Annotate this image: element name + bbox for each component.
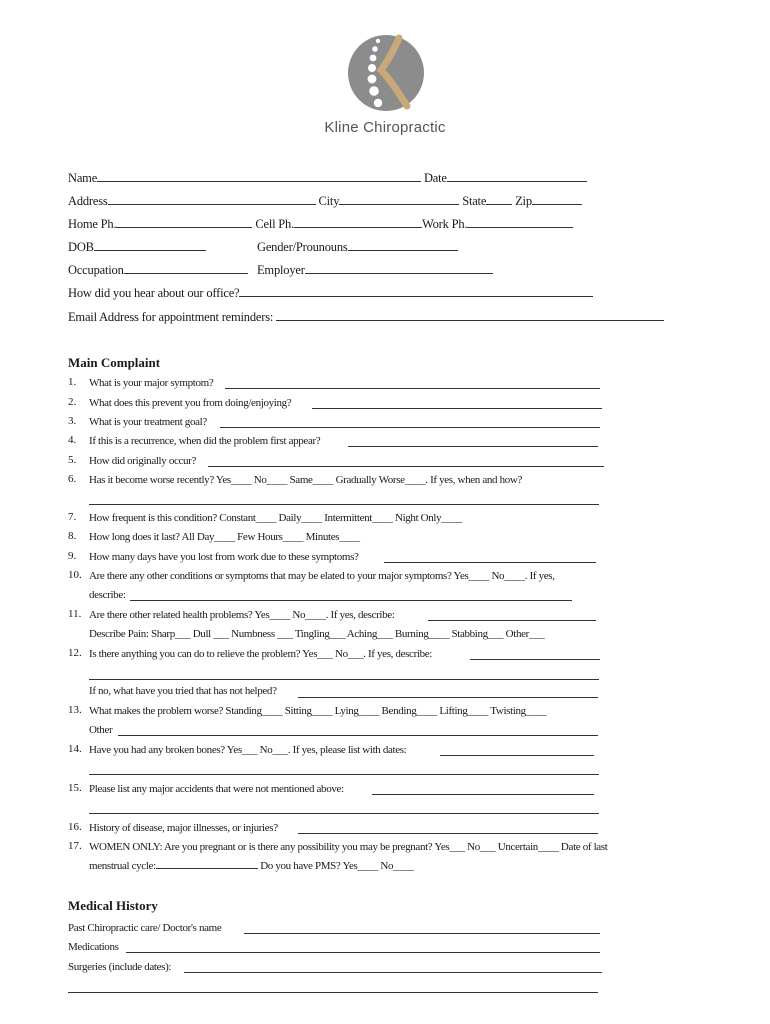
home-ph-label: Home Ph. <box>68 217 117 231</box>
city-field[interactable] <box>339 193 459 205</box>
q9-answer-line[interactable] <box>384 562 596 563</box>
main-complaint-heading: Main Complaint <box>68 355 161 370</box>
q2-text: What does this prevent you from doing/enjoying? <box>89 397 292 409</box>
q13-other: Other <box>89 724 113 736</box>
state-label: State <box>462 194 487 208</box>
surgeries-line-2[interactable] <box>68 992 598 993</box>
q11-describe-pain: Describe Pain: Sharp___ Dull ___ Numbness ___ Tingling___ Aching___ Burning____ Stabbing___ Other___ <box>89 628 545 640</box>
brand-name: Kline Chiropractic <box>324 119 446 136</box>
medical-history-heading: Medical History <box>68 898 158 913</box>
zip-field[interactable] <box>532 193 582 205</box>
q-number: 15. <box>68 782 82 794</box>
q14-answer-line-2[interactable] <box>89 774 599 775</box>
medications-line[interactable] <box>126 952 600 953</box>
past-care-line[interactable] <box>244 933 600 934</box>
dob-field[interactable] <box>94 239 206 251</box>
q1-answer-line[interactable] <box>225 388 600 389</box>
q16-answer-line[interactable] <box>298 833 598 834</box>
phone-row <box>68 216 573 232</box>
q-number: 1. <box>68 376 77 388</box>
zip-label: Zip <box>515 194 532 208</box>
q-number: 16. <box>68 821 82 833</box>
hear-field[interactable] <box>239 285 593 297</box>
name-field[interactable] <box>97 170 421 182</box>
q-number: 11. <box>68 608 82 620</box>
q11-text: Are there other related health problems? Yes____ No____. If yes, describe: <box>89 609 395 621</box>
q-number: 2. <box>68 396 77 408</box>
q5-answer-line[interactable] <box>208 466 604 467</box>
q10-describe-label: describe: <box>89 589 126 601</box>
q12-not-helped: If no, what have you tried that has not helped? <box>89 685 277 697</box>
q-number: 14. <box>68 743 82 755</box>
state-field[interactable] <box>486 193 512 205</box>
email-field[interactable] <box>276 309 664 321</box>
occupation-label: Occupation <box>68 263 124 277</box>
q-number: 12. <box>68 647 82 659</box>
q4-text: If this is a recurrence, when did the problem first appear? <box>89 435 321 447</box>
q16-text: History of disease, major illnesses, or injuries? <box>89 822 278 834</box>
q15-text: Please list any major accidents that were not mentioned above: <box>89 783 344 795</box>
q3-answer-line[interactable] <box>220 427 600 428</box>
q17-cycle <box>89 859 414 873</box>
q14-answer-line[interactable] <box>440 755 594 756</box>
q17-text: WOMEN ONLY: Are you pregnant or is there any possibility you may be pregnant? Yes___ No___ Uncertain____ Date of last <box>89 841 608 853</box>
q-number: 10. <box>68 569 82 581</box>
q9-text: How many days have you lost from work due to these symptoms? <box>89 551 359 563</box>
occupation-field[interactable] <box>124 262 248 274</box>
q2-answer-line[interactable] <box>312 408 602 409</box>
q3-text: What is your treatment goal? <box>89 416 207 428</box>
q12-not-helped-line[interactable] <box>298 697 598 698</box>
email-label: Email Address for appointment reminders: <box>68 310 274 324</box>
employer-label: Employer <box>257 263 305 277</box>
gender-field[interactable] <box>348 239 458 251</box>
medications-label: Medications <box>68 941 119 953</box>
address-row <box>68 193 582 209</box>
q1-text: What is your major symptom? <box>89 377 214 389</box>
date-label: Date <box>423 171 447 185</box>
q17-pms: Do you have PMS? Yes____ No____ <box>260 860 414 872</box>
employer-field[interactable] <box>305 262 493 274</box>
q14-text: Have you had any broken bones? Yes___ No___. If yes, please list with dates: <box>89 744 407 756</box>
q-number: 13. <box>68 704 82 716</box>
q6-text: Has it become worse recently? Yes____ No____ Same____ Gradually Worse____. If yes, when and how? <box>89 474 523 486</box>
name-label: Name <box>68 171 98 185</box>
past-care-label: Past Chiropractic care/ Doctor's name <box>68 922 222 934</box>
address-field[interactable] <box>108 193 316 205</box>
home-ph-field[interactable] <box>116 216 252 228</box>
q15-answer-line-2[interactable] <box>89 813 599 814</box>
q-number: 9. <box>68 550 77 562</box>
dob-label: DOB <box>68 240 94 254</box>
hear-row <box>68 285 593 301</box>
q-number: 5. <box>68 454 77 466</box>
address-label: Address <box>68 194 108 208</box>
q12-answer-line[interactable] <box>470 659 600 660</box>
q5-text: How did originally occur? <box>89 455 197 467</box>
q6-answer-line[interactable] <box>89 504 599 505</box>
q10-answer-line[interactable] <box>130 600 572 601</box>
q-number: 17. <box>68 840 82 852</box>
q13-text: What makes the problem worse? Standing____ Sitting____ Lying____ Bending____ Lifting____ Twisting____ <box>89 705 547 717</box>
q12-answer-line-2[interactable] <box>89 679 599 680</box>
hear-label: How did you hear about our office? <box>68 286 240 300</box>
q15-answer-line[interactable] <box>372 794 594 795</box>
employer-row <box>257 262 493 278</box>
cell-ph-field[interactable] <box>294 216 422 228</box>
city-label: City <box>318 194 340 208</box>
q13-other-line[interactable] <box>118 735 598 736</box>
q10-text: Are there any other conditions or symptoms that may be elated to your major symptoms? Yes____ No____. If yes, <box>89 570 555 582</box>
dob-row <box>68 239 206 255</box>
q12-text: Is there anything you can do to relieve the problem? Yes___ No___. If yes, describe: <box>89 648 432 660</box>
q17-cycle-label: menstrual cycle: <box>89 860 156 872</box>
email-row <box>68 309 664 325</box>
surgeries-line[interactable] <box>184 972 602 973</box>
q17-cycle-field[interactable] <box>156 859 258 869</box>
q7-text: How frequent is this condition? Constant____ Daily____ Intermittent____ Night Only____ <box>89 512 462 524</box>
gender-row <box>257 239 458 255</box>
kline-chiropractic-logo <box>347 34 425 112</box>
name-row <box>68 170 587 186</box>
q-number: 6. <box>68 473 77 485</box>
gender-label: Gender/Prounouns <box>257 240 348 254</box>
q-number: 4. <box>68 434 77 446</box>
q4-answer-line[interactable] <box>348 446 598 447</box>
date-field[interactable] <box>447 170 587 182</box>
q11-answer-line[interactable] <box>428 620 596 621</box>
q-number: 7. <box>68 511 77 523</box>
work-ph-label: Work Ph. <box>422 217 468 231</box>
work-ph-field[interactable] <box>467 216 573 228</box>
occupation-row <box>68 262 248 278</box>
q-number: 3. <box>68 415 77 427</box>
cell-ph-label: Cell Ph. <box>255 217 295 231</box>
surgeries-label: Surgeries (include dates): <box>68 961 172 973</box>
q8-text: How long does it last? All Day____ Few Hours____ Minutes____ <box>89 531 360 543</box>
q-number: 8. <box>68 530 77 542</box>
